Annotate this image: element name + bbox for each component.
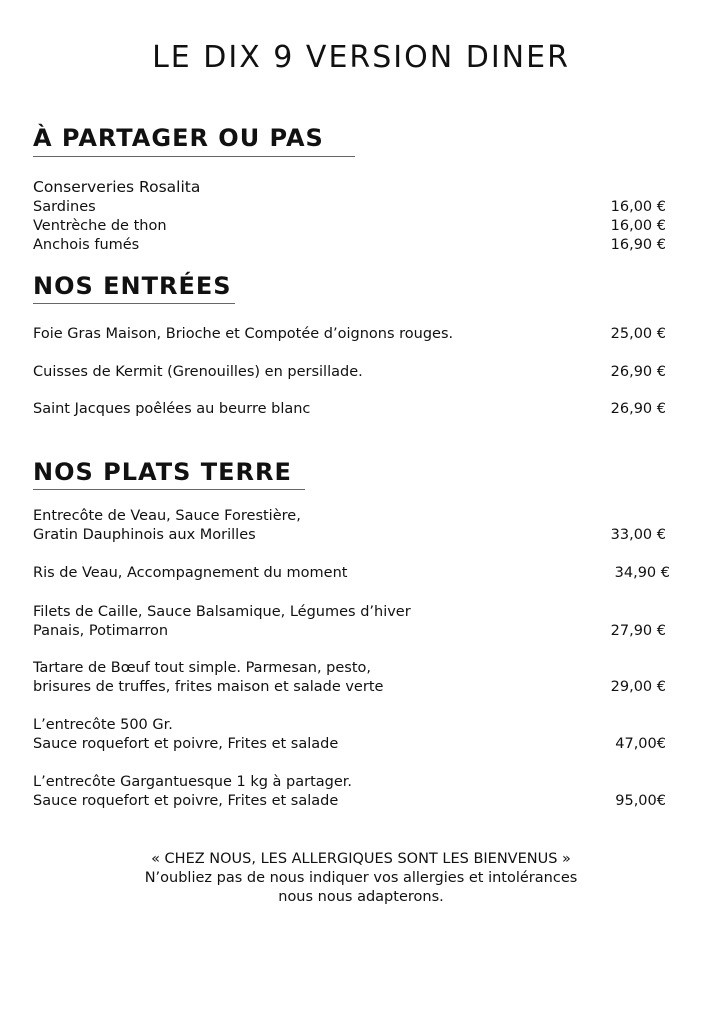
section-title-partager: À PARTAGER OU PAS xyxy=(33,124,324,152)
menu-item-line2: Panais, Potimarron xyxy=(33,623,169,639)
menu-item-price: 16,00 € xyxy=(610,218,666,234)
menu-item-price: 16,90 € xyxy=(610,237,666,253)
menu-item-name: Saint Jacques poêlées au beurre blanc xyxy=(33,401,311,417)
menu-item-price: 33,00 € xyxy=(610,527,666,543)
menu-item-name: Cuisses de Kermit (Grenouilles) en persillade. xyxy=(33,364,363,380)
menu-item-price: 25,00 € xyxy=(610,326,666,342)
menu-item-price: 26,90 € xyxy=(610,401,666,417)
allergy-notice-text: N’oubliez pas de nous indiquer vos allergies et intolérances xyxy=(144,870,578,886)
section-underline xyxy=(33,303,235,304)
section-title-entrees: NOS ENTRÉES xyxy=(33,272,232,300)
menu-item-line1: Entrecôte de Veau, Sauce Forestière, xyxy=(33,508,301,524)
menu-item-price: 16,00 € xyxy=(610,199,666,215)
section-title-plats: NOS PLATS TERRE xyxy=(33,458,292,486)
menu-title: LE DIX 9 VERSION DINER xyxy=(152,40,570,75)
menu-item-price: 34,90 € xyxy=(614,565,670,581)
menu-item-line1: Filets de Caille, Sauce Balsamique, Légumes d’hiver xyxy=(33,604,411,620)
section-underline xyxy=(33,489,305,490)
menu-item-line1: Tartare de Bœuf tout simple. Parmesan, pesto, xyxy=(33,660,372,676)
subsection-title: Conserveries Rosalita xyxy=(33,178,201,196)
menu-item-price: 27,90 € xyxy=(610,623,666,639)
allergy-notice-text: nous nous adapterons. xyxy=(278,889,444,905)
section-underline xyxy=(33,156,355,157)
menu-item-price: 29,00 € xyxy=(610,679,666,695)
menu-item-line2: Sauce roquefort et poivre, Frites et salade xyxy=(33,736,339,752)
menu-item-line2: Sauce roquefort et poivre, Frites et salade xyxy=(33,793,339,809)
menu-item-price: 26,90 € xyxy=(610,364,666,380)
menu-item-price: 95,00€ xyxy=(615,793,666,809)
menu-item-price: 47,00€ xyxy=(615,736,666,752)
menu-item-name: Sardines xyxy=(33,199,96,215)
allergy-notice-heading: « CHEZ NOUS, LES ALLERGIQUES SONT LES BIENVENUS » xyxy=(151,851,571,867)
menu-item-line1: L’entrecôte 500 Gr. xyxy=(33,717,173,733)
menu-item-line2: Gratin Dauphinois aux Morilles xyxy=(33,527,256,543)
menu-item-name: Ventrèche de thon xyxy=(33,218,167,234)
menu-item-line1: Ris de Veau, Accompagnement du moment xyxy=(33,565,348,581)
menu-item-name: Anchois fumés xyxy=(33,237,140,253)
menu-item-line2: brisures de truffes, frites maison et salade verte xyxy=(33,679,384,695)
menu-item-name: Foie Gras Maison, Brioche et Compotée d’oignons rouges. xyxy=(33,326,454,342)
menu-item-line1: L’entrecôte Gargantuesque 1 kg à partager. xyxy=(33,774,353,790)
